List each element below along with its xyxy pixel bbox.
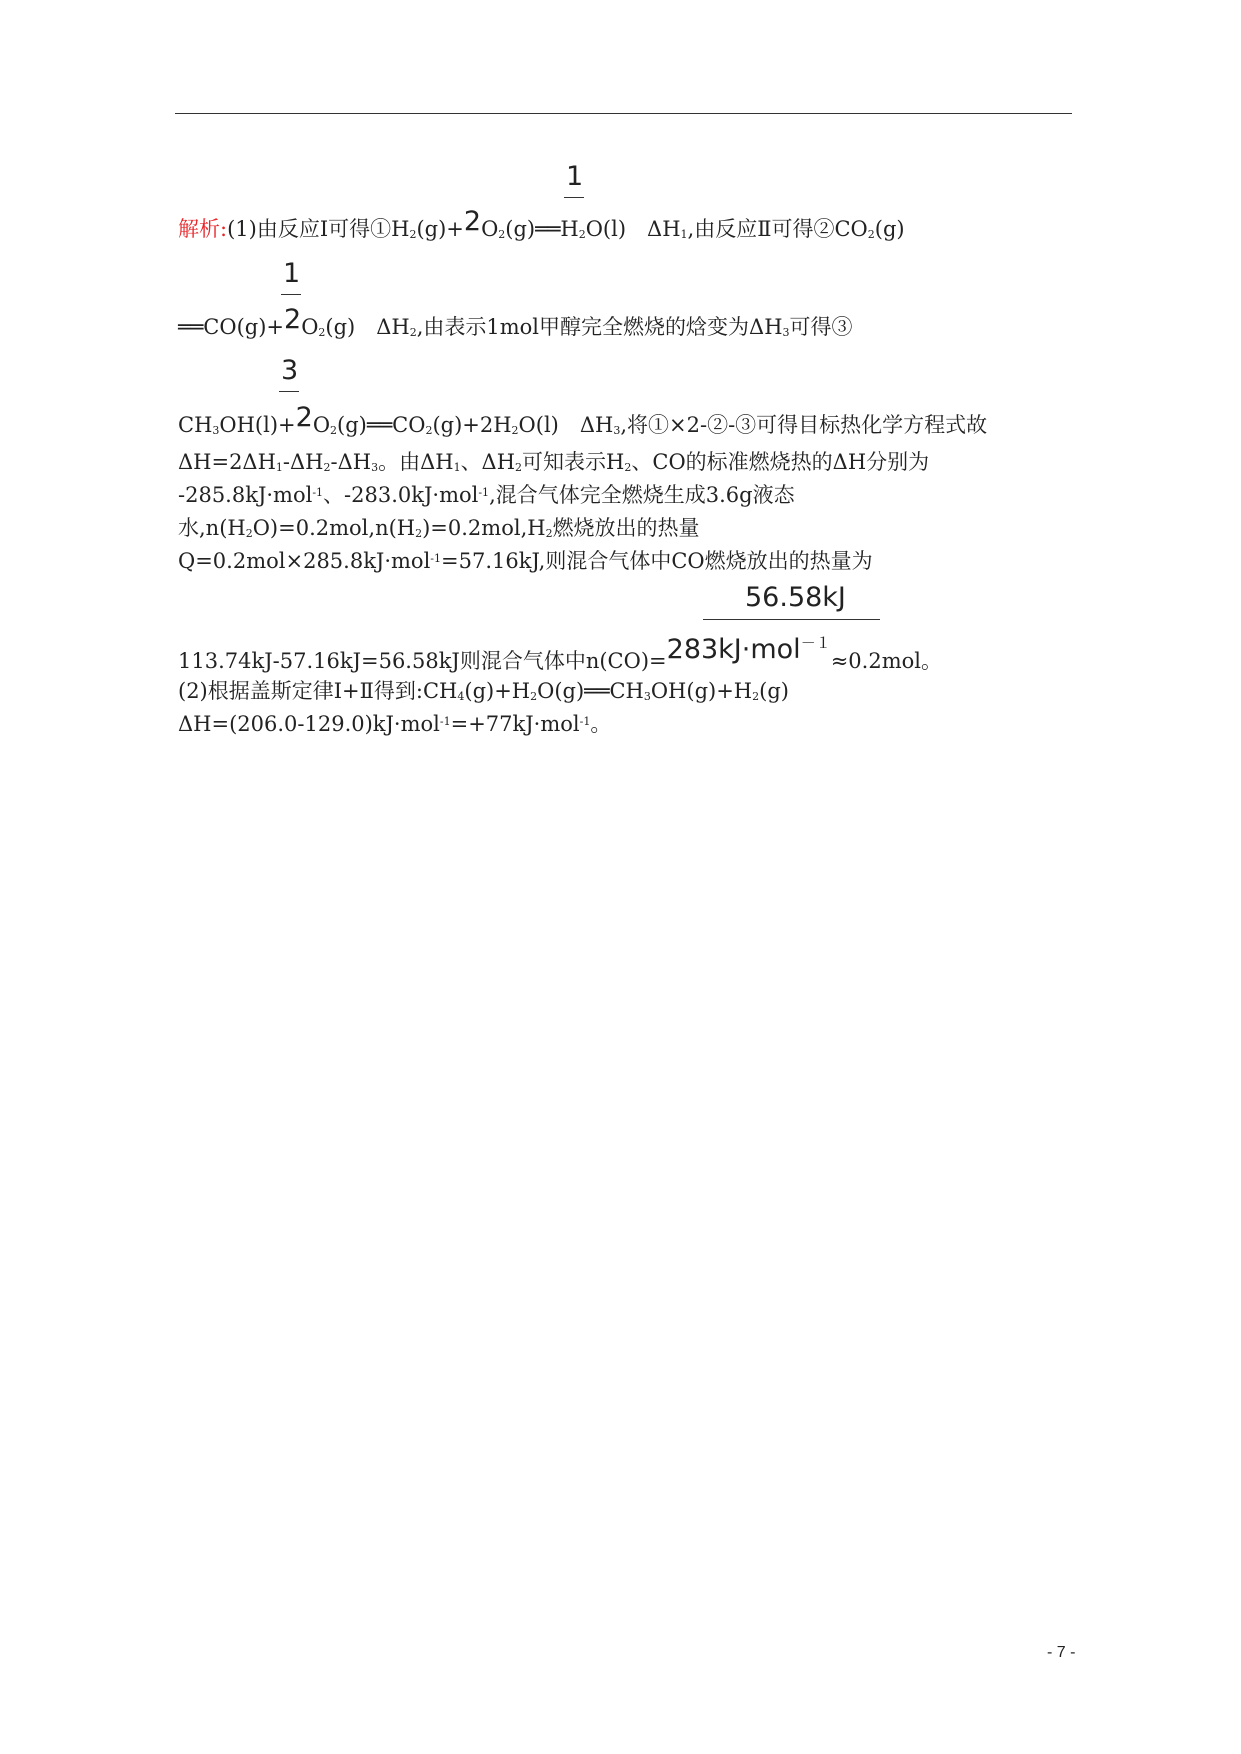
fraction-denominator: 2 xyxy=(284,304,302,335)
fraction-denominator: 283kJ·mol$^{-1}$ xyxy=(666,634,831,665)
paragraph-line-5: -285.8kJ·mol$^{-1}$、-283.0kJ·mol$^{-1}$,混合气体完全燃烧生成3.6g液态 xyxy=(178,483,795,507)
fraction-bar xyxy=(279,391,299,392)
header-rule xyxy=(175,113,1072,114)
page-number: - 7 - xyxy=(1047,1644,1076,1661)
fraction-bar xyxy=(564,197,584,198)
paragraph-line-4: $\Delta H=2\Delta H_1-\Delta H_2-\Delta H_3$。由$\Delta H_1$、$\Delta H_2$可知表示$H_2$、CO的标准燃烧热的ΔH分别为 xyxy=(178,450,930,474)
paragraph-line-10: ΔH=(206.0-129.0)kJ·mol$^{-1}$=+77kJ·mol$^{-1}$。 xyxy=(178,712,612,736)
paragraph-line-7: Q=0.2mol×285.8kJ·mol$^{-1}$=57.16kJ,则混合气体中CO燃烧放出的热量为 xyxy=(178,549,873,573)
paragraph-line-3: $CH_3OH(l)+2O_2(g)══CO_2(g)+2H_2O(l)$ $\Delta H_3$,将①×2-②-③可得目标热化学方程式故 xyxy=(178,402,988,437)
paragraph-line-1: 解析:(1)由反应Ⅰ可得$①H_2(g)+2O_2(g)══H_2O(l)$ $\Delta H_1$,由反应Ⅱ可得$②CO_2(g)$ xyxy=(178,206,905,241)
fraction-numerator: 1 xyxy=(283,258,301,289)
paragraph-line-2: $══CO(g)+2O_2(g)$ $\Delta H_2$,由表示1mol甲醇完全燃烧的焓变为$\Delta H_3$可得③ xyxy=(178,304,853,339)
paragraph-line-8: 113.74kJ-57.16kJ=56.58kJ则混合气体中n(CO)=283kJ·mol$^{-1}$≈0.2mol。 xyxy=(178,634,942,673)
fraction-numerator: 3 xyxy=(281,355,299,386)
analysis-label: 解析: xyxy=(178,217,228,241)
fraction-numerator: 1 xyxy=(566,161,584,192)
paragraph-line-6: 水$,n(H_2O)=0.2mol,n(H_2)=0.2mol,H_2$燃烧放出的热量 xyxy=(178,516,700,540)
fraction-denominator: 2 xyxy=(463,206,482,237)
fraction-denominator: 2 xyxy=(295,402,313,433)
fraction-numerator: 56.58kJ xyxy=(745,582,846,613)
fraction-bar xyxy=(281,294,301,295)
paragraph-line-9: (2)根据盖斯定律Ⅰ+Ⅱ得到$:CH_4(g)+H_2O(g)══CH_3OH(g)+H_2(g)$ xyxy=(178,679,789,703)
fraction-bar xyxy=(703,619,880,620)
